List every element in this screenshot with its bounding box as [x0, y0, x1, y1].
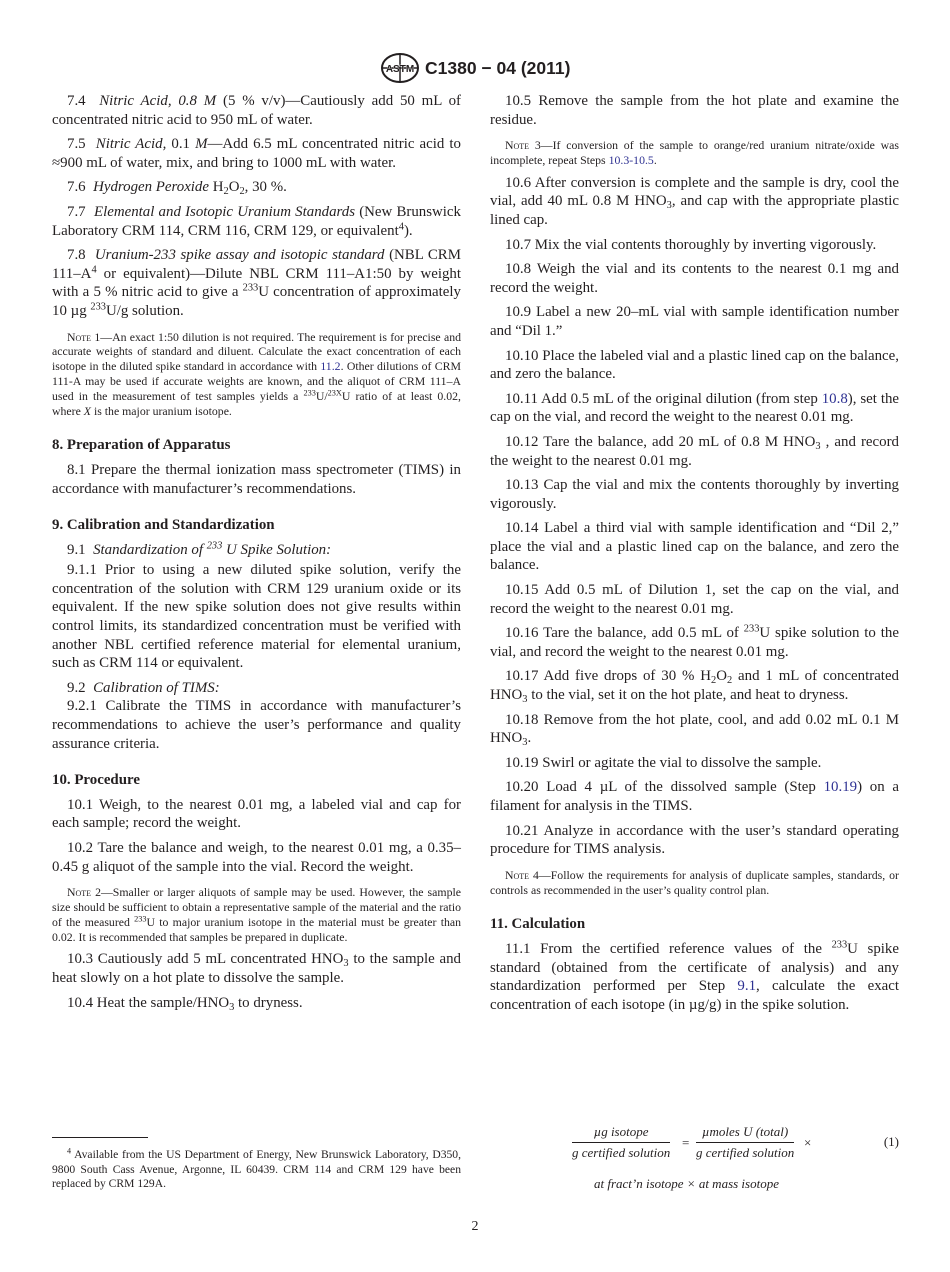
svg-text:ASTM: ASTM — [385, 64, 415, 75]
section-10-6: 10.6 After conversion is complete and the sample is dry, cool the vial, add 40 mL 0.8 M $HNO_3$, and cap with the appropriate plastic lined cap. — [490, 174, 899, 228]
equation-lhs-denominator: g certified solution — [572, 1145, 671, 1160]
section-10-10: 10.10 Place the labeled vial and a plastic lined cap on the balance, and zero the balance. — [490, 347, 899, 383]
section-10-16: 10.16 Tare the balance, add 0.5 mL of $^{233}$U spike solution to the vial, and record the weight to the nearest 0.01 mg. — [490, 623, 899, 660]
section-10-21: 10.21 Analyze in accordance with the user’s standard operating procedure for TIMS analysis. — [490, 822, 899, 858]
section-10-19: 10.19 Swirl or agitate the vial to dissolve the sample. — [505, 754, 822, 771]
equation-rhs-fraction — [696, 1124, 794, 1161]
equation-rhs-denominator: g certified solution — [696, 1145, 795, 1160]
section-10-13: 10.13 Cap the vial and mix the contents thoroughly by inverting vigorously. — [490, 477, 899, 512]
note-4: Note 4—Follow the requirements for analysis of duplicate samples, standards, or controls as recommended in the user’s quality control plan. — [490, 867, 899, 897]
section-10-20: 10.20 Load 4 µL of the dissolved sample (Step 10.19) on a filament for analysis in the TIMS. — [490, 779, 900, 814]
section-10-7: 10.7 Mix the vial contents thoroughly by inverting vigorously. — [505, 236, 877, 253]
section-10-17: 10.17 Add five drops of 30 % $H_2O_2$ and 1 mL of concentrated $HNO_3$ to the vial, set it on the hot plate, and heat to dryness. — [490, 668, 899, 706]
left-column — [52, 92, 461, 1012]
footnote-4: $^4$ Available from the US Department of Energy, New Brunswick Laboratory, D350, 9800 South Cass Avenue, Argonne, IL 60439. CRM 114 and CRM 129 have been replaced by CRM 129A. — [52, 1146, 461, 1190]
heading-section-11: 11. Calculation — [490, 916, 586, 933]
note-3: Note 3—If conversion of the sample to orange/red uranium nitrate/oxide was incomplete, repeat Steps 10.3-10.5. — [490, 138, 899, 167]
equation-second-line: at fract’n isotope × at mass isotope — [594, 1176, 779, 1191]
section-10-1: 10.1 Weigh, to the nearest 0.01 mg, a labeled vial and cap for each sample; record the weight. — [52, 796, 461, 832]
section-10-3: 10.3 Cautiously add 5 mL concentrated $HNO_3$ to the sample and heat slowly on a hot plate to dissolve the sample. — [52, 951, 461, 986]
section-7-6: 7.6 Hydrogen Peroxide $H_2O_2$, 30 %. — [67, 179, 287, 198]
note-2: Note 2—Smaller or larger aliquots of sample may be used. However, the sample size should be sufficient to obtain a representative sample of the material and the ratio of the measured $^{233}$U to major uranium isotope in the material must be greater than 0.02. It is recommended that samples be prepared in duplicate. — [52, 885, 462, 944]
link-10-19[interactable]: 10.19 — [823, 779, 858, 796]
section-10-14: 10.14 Label a third vial with sample identification and “Dil 2,” place the vial and a plastic lined cap on the balance, and zero the balance. — [490, 520, 899, 574]
section-10-15: 10.15 Add 0.5 mL of Dilution 1, set the cap on the vial, and record the weight to the nearest 0.01 mg. — [490, 582, 899, 617]
section-8-1: 8.1 Prepare the thermal ionization mass spectrometer (TIMS) in accordance with manufacturer’s recommendations. — [52, 461, 461, 497]
link-9-1[interactable]: 9.1 — [737, 978, 757, 995]
section-10-11: 10.11 Add 0.5 mL of the original dilution (from step 10.8), set the cap on the vial, and record the weight to the nearest 0.01 mg. — [490, 390, 900, 426]
section-7-4: 7.4 Nitric Acid, 0.8 M (5 % v/v)—Cautiously add 50 mL of concentrated nitric acid to 950 mL of water. — [52, 93, 461, 128]
heading-section-8: 8. Preparation of Apparatus — [52, 437, 231, 454]
footnote-rule — [52, 1137, 148, 1138]
equation-lhs-fraction — [572, 1124, 670, 1161]
section-9-1-1: 9.1.1 Prior to using a new diluted spike solution, verify the concentration of the solution with CRM 129 uranium oxide or its equivalent. If the new spike solution does not give results within control limits, its standardized concentration must be verified with another NBL certified reference material for elemental uranium, such as CRM 114 or equivalent. — [52, 562, 461, 672]
equation-lhs-numerator: µg isotope — [572, 1124, 670, 1143]
section-9-1: 9.1 Standardization of $^{233}$ U Spike Solution: — [67, 539, 332, 558]
note-1: Note 1—An exact 1:50 dilution is not required. The requirement is for precise and accurate weights of standard and diluent. Calculate the exact concentration of each isotope in the diluted spike standard in accordance with 11.2. Other dilutions of CRM 111-A may be used if accurate weights are known, and the aliquot of CRM 111–A used in the measurement of test samples yields a $^{233}$U/$^{23X}$U ratio of at least 0.02, where X is the major uranium isotope. — [52, 329, 461, 418]
section-7-5: 7.5 Nitric Acid, 0.1 M—Add 6.5 mL concentrated nitric acid to ≈900 mL of water, mix, and bring to 1000 mL with water. — [52, 136, 462, 171]
equation-times-sign: × — [804, 1135, 812, 1150]
section-10-9: 10.9 Label a new 20–mL vial with sample identification number and “Dil 1.” — [490, 304, 899, 339]
link-10-8[interactable]: 10.8 — [821, 390, 848, 407]
section-10-4: 10.4 Heat the sample/$HNO_3$ to dryness. — [67, 994, 303, 1013]
equation-number: (1) — [883, 1134, 899, 1149]
standard-designation: C1380 − 04 (2011) — [425, 58, 571, 78]
page-number: 2 — [471, 1219, 479, 1234]
section-10-18: 10.18 Remove from the hot plate, cool, and add 0.02 mL 0.1 M $HNO_3$. — [490, 711, 899, 749]
section-11-1: 11.1 From the certified reference values of the $^{233}$U spike standard (obtained from the certificate of analysis) and any standardization performed per Step 9.1, calculate the exact concentration of each isotope (in µg/g) in the spike solution. — [490, 939, 899, 1013]
section-9-2-1: 9.2.1 Calibrate the TIMS in accordance with manufacturer’s recommendations to achieve the user’s performance and quality assurance criteria. — [52, 698, 461, 752]
heading-section-10: 10. Procedure — [52, 772, 140, 789]
section-10-2: 10.2 Tare the balance and weigh, to the nearest 0.01 mg, a 0.35–0.45 g aliquot of the sample into the vial. Record the weight. — [52, 840, 461, 875]
link-11-2[interactable]: 11.2 — [320, 359, 341, 374]
section-10-12: 10.12 Tare the balance, add 20 mL of 0.8 M $HNO_3$ , and record the weight to the nearest 0.01 mg. — [490, 433, 899, 469]
heading-section-9: 9. Calibration and Standardization — [52, 517, 275, 534]
link-10-3-10-5[interactable]: 10.3-10.5 — [608, 152, 654, 167]
equation-rhs-numerator: µmoles U (total) — [696, 1124, 794, 1143]
section-7-8: 7.8 Uranium-233 spike assay and isotopic standard (NBL CRM $111-A^4$ or equivalent)—Dilute NBL CRM 111–A1:50 by weight with a 5 % nitric acid to give a $^{233}$U concentration of approximately 10 µg $^{233}$U/g solution. — [52, 247, 461, 319]
page-header — [0, 52, 950, 88]
section-7-7: 7.7 Elemental and Isotopic Uranium Standards (New Brunswick Laboratory CRM 114, CRM 116, CRM 129, or equivalent$^4$). — [52, 203, 461, 239]
equation-equals-sign: = — [682, 1135, 690, 1150]
section-10-8: 10.8 Weigh the vial and its contents to the nearest 0.1 mg and record the weight. — [490, 261, 899, 296]
section-10-5: 10.5 Remove the sample from the hot plate and examine the residue. — [490, 93, 899, 128]
equation-1 — [490, 1124, 899, 1194]
section-9-2: 9.2 Calibration of TIMS: — [67, 679, 220, 696]
astm-logo-icon — [380, 52, 420, 84]
right-column — [490, 92, 899, 1014]
